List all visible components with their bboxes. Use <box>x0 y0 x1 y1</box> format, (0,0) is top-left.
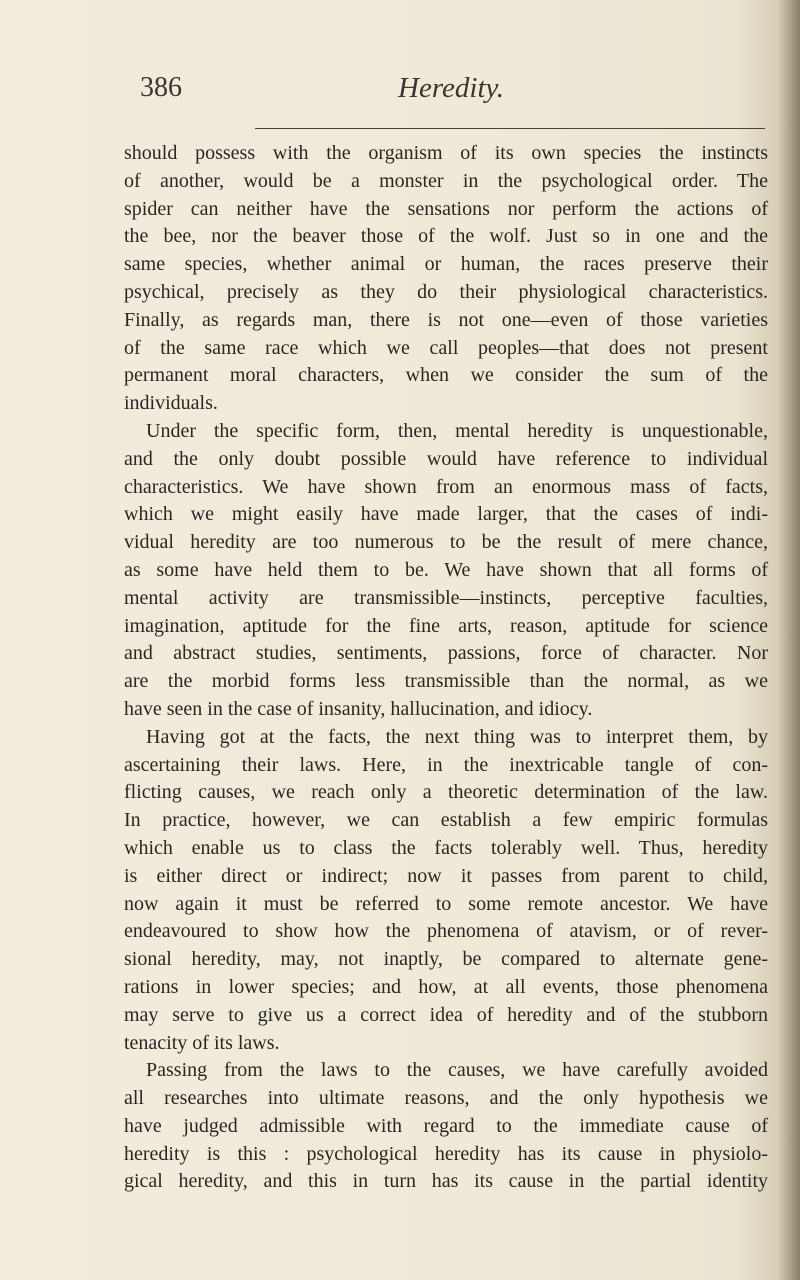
text-line: which we might easily have made larger, that the cases of indi- <box>124 503 768 526</box>
text-line: Finally, as regards man, there is not one—even of those varieties <box>124 308 768 331</box>
header-rule <box>255 128 765 129</box>
text-line: of the same race which we call peoples—that does not present <box>124 336 768 359</box>
text-line: ascertaining their laws. Here, in the inextricable tangle of con- <box>124 753 768 776</box>
text-line: endeavoured to show how the phenomena of atavism, or of rever- <box>124 920 768 943</box>
text-line: same species, whether animal or human, the races preserve their <box>124 253 768 276</box>
text-line: are the morbid forms less transmissible than the normal, as we <box>124 670 768 693</box>
text-line: imagination, aptitude for the fine arts, reason, aptitude for science <box>124 614 768 637</box>
text-line: characteristics. We have shown from an enormous mass of facts, <box>124 475 768 498</box>
text-line: which enable us to class the facts tolerably well. Thus, heredity <box>124 836 768 859</box>
text-line: tenacity of its laws. <box>124 1031 280 1054</box>
text-line: now again it must be referred to some remote ancestor. We have <box>124 892 768 915</box>
text-line: the bee, nor the beaver those of the wolf. Just so in one and the <box>124 225 768 248</box>
text-line: may serve to give us a correct idea of heredity and of the stubborn <box>124 1003 768 1026</box>
text-line: vidual heredity are too numerous to be the result of mere chance, <box>124 531 768 554</box>
text-line: sional heredity, may, not inaptly, be compared to alternate gene- <box>124 948 768 971</box>
text-line: gical heredity, and this in turn has its cause in the partial identity <box>124 1170 768 1193</box>
text-line: heredity is this : psychological heredity has its cause in physiolo- <box>124 1142 768 1165</box>
text-line: In practice, however, we can establish a few empiric formulas <box>124 809 768 832</box>
text-line: is either direct or indirect; now it passes from parent to child, <box>124 864 768 887</box>
text-line: and the only doubt possible would have reference to individual <box>124 447 768 470</box>
page-header <box>140 72 710 112</box>
text-line: Under the specific form, then, mental heredity is unquestionable, <box>146 419 768 442</box>
text-line: should possess with the organism of its own species the instincts <box>124 142 768 164</box>
text-line: permanent moral characters, when we consider the sum of the <box>124 364 768 387</box>
text-line: flicting causes, we reach only a theoretic determination of the law. <box>124 781 768 804</box>
text-line: rations in lower species; and how, at all events, those phenomena <box>124 975 768 998</box>
text-line: have judged admissible with regard to the immediate cause of <box>124 1114 768 1137</box>
text-line: all researches into ultimate reasons, and the only hypothesis we <box>124 1087 768 1110</box>
text-line: Having got at the facts, the next thing was to interpret them, by <box>146 725 768 748</box>
text-line: spider can neither have the sensations nor perform the actions of <box>124 197 768 220</box>
text-line: mental activity are transmissible—instincts, perceptive faculties, <box>124 586 768 609</box>
text-line: Passing from the laws to the causes, we have carefully avoided <box>146 1059 768 1082</box>
text-line: individuals. <box>124 392 218 415</box>
text-line: psychical, precisely as they do their physiological characteristics. <box>124 280 768 303</box>
text-line: and abstract studies, sentiments, passions, force of character. Nor <box>124 642 768 665</box>
page-edge-shadow <box>778 0 800 1280</box>
text-line: of another, would be a monster in the psychological order. The <box>124 169 768 192</box>
text-line: have seen in the case of insanity, hallucination, and idiocy. <box>124 697 593 720</box>
text-line: as some have held them to be. We have shown that all forms of <box>124 558 768 581</box>
page-number: 386 <box>140 72 182 103</box>
body-text <box>124 140 768 1196</box>
running-title: Heredity. <box>398 72 505 104</box>
